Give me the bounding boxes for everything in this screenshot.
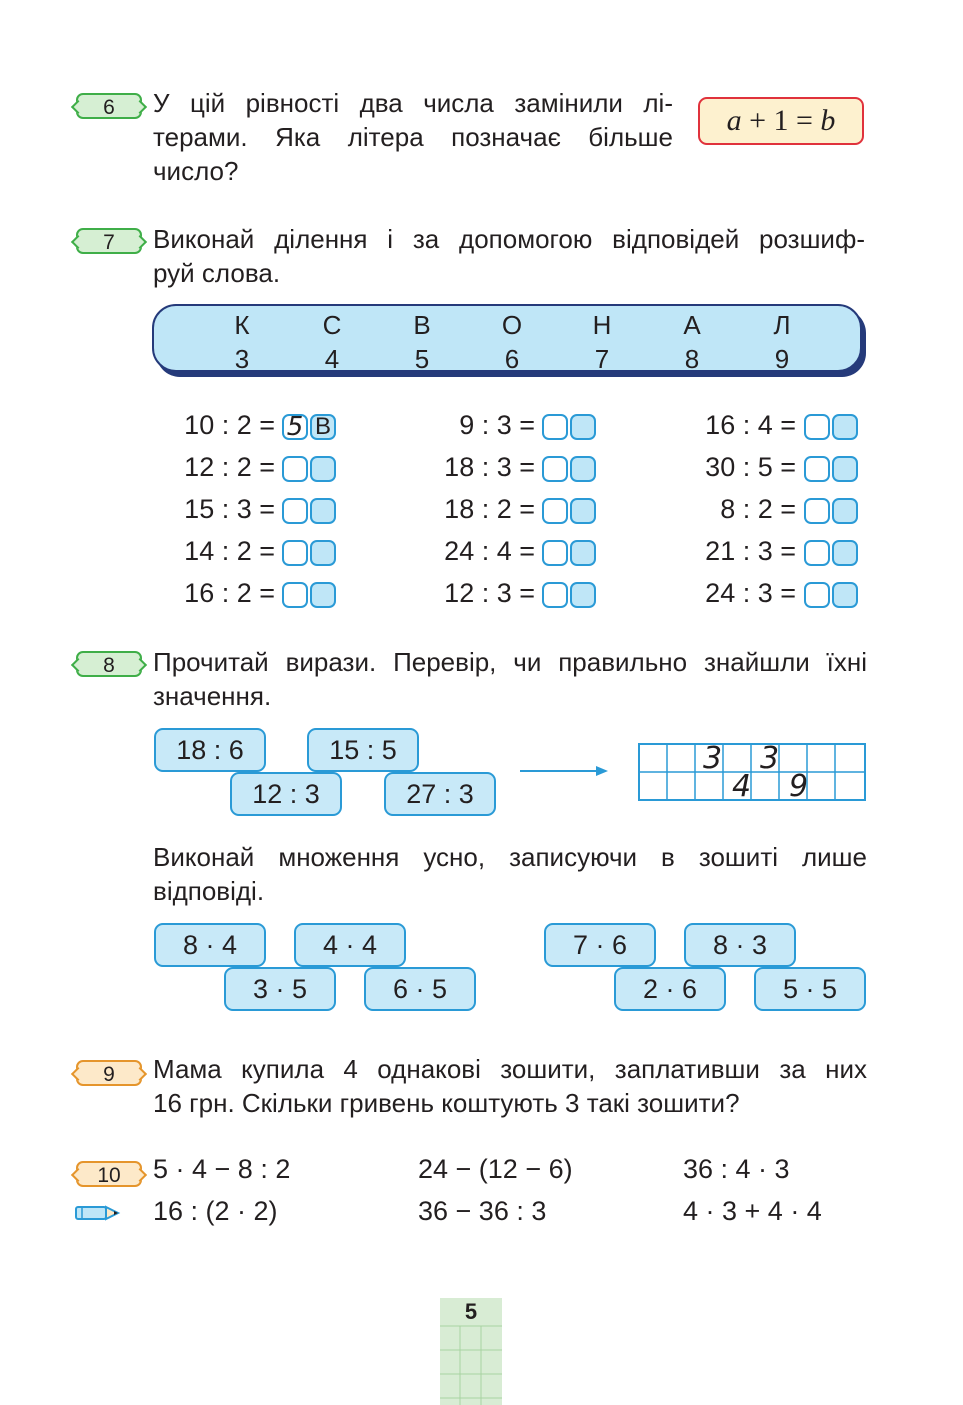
task-9-line-1: Мама купила 4 однакові зошити, заплативши за них — [153, 1054, 867, 1084]
grid-answer: 3 — [760, 741, 780, 776]
division-expression: 18 : 3 = — [444, 452, 535, 482]
multiplication-instruction — [153, 840, 867, 908]
division-expression: 8 : 2 = — [720, 494, 796, 524]
letter-code-table — [152, 304, 862, 372]
division-expression: 16 : 2 = — [184, 578, 275, 608]
multiplication-expression-card: 6 · 5 — [364, 967, 476, 1011]
multiplication-expression-card: 7 · 6 — [544, 923, 656, 967]
expression: 5 · 4 − 8 : 2 — [153, 1154, 291, 1184]
pencil-icon — [74, 1201, 122, 1225]
answer-letter-box[interactable] — [570, 456, 596, 482]
answer-digit-box[interactable] — [804, 540, 830, 566]
answer-digit-box[interactable] — [282, 456, 308, 482]
answer-digit-box[interactable] — [542, 540, 568, 566]
answer-digit-box[interactable] — [804, 414, 830, 440]
answer-digit-box[interactable] — [542, 414, 568, 440]
code-digit: 9 — [774, 344, 790, 374]
answer-letter-box[interactable] — [570, 540, 596, 566]
code-digit: 4 — [324, 344, 340, 374]
answer-digit-box[interactable] — [282, 498, 308, 524]
formula-var-a: a — [726, 104, 742, 137]
answer-letter-box[interactable] — [310, 582, 336, 608]
task-10-number: 10 — [76, 1161, 142, 1187]
answer-digit-box[interactable] — [282, 540, 308, 566]
answer-letter-box[interactable] — [832, 414, 858, 440]
code-digit: 8 — [684, 344, 700, 374]
code-letter: С — [322, 310, 342, 340]
formula-var-b: b — [820, 104, 836, 137]
task-7-line-1: Виконай ділення і за допомогою відповідей розшиф- — [153, 224, 865, 254]
multiplication-expression-card: 4 · 4 — [294, 923, 406, 967]
task-6-line-1: У цій рівності два числа замінили лі- — [153, 88, 673, 118]
answer-letter-box[interactable] — [310, 456, 336, 482]
answer-digit-box[interactable] — [804, 582, 830, 608]
multiplication-expression-card: 3 · 5 — [224, 967, 336, 1011]
code-letter: Л — [773, 310, 791, 340]
division-expression: 24 : 4 = — [444, 536, 535, 566]
grid-answer: 9 — [789, 769, 809, 804]
code-letter: К — [234, 310, 250, 340]
answer-digit-box[interactable] — [542, 582, 568, 608]
task-8-number: 8 — [76, 651, 142, 677]
answer-letter-box[interactable] — [832, 498, 858, 524]
task-6-line-3: число? — [153, 156, 239, 186]
division-expression: 15 : 3 = — [184, 494, 275, 524]
answer-digit-box[interactable] — [282, 582, 308, 608]
code-digit: 5 — [414, 344, 430, 374]
code-column — [492, 308, 532, 376]
division-expression: 24 : 3 = — [705, 578, 796, 608]
multiplication-expression-card: 5 · 5 — [754, 967, 866, 1011]
task-6-text — [153, 86, 673, 188]
multiplication-expression-card: 8 · 4 — [154, 923, 266, 967]
multiplication-line-1: Виконай множення усно, записуючи в зошиті лише — [153, 842, 867, 872]
expression: 36 : 4 · 3 — [683, 1154, 790, 1184]
division-expression: 21 : 3 = — [705, 536, 796, 566]
task-8-text — [153, 645, 867, 713]
division-expression: 14 : 2 = — [184, 536, 275, 566]
division-expression: 16 : 4 = — [705, 410, 796, 440]
expression: 4 · 3 + 4 · 4 — [683, 1196, 822, 1226]
task-9-text — [153, 1052, 867, 1120]
answer-letter-box[interactable] — [570, 414, 596, 440]
multiplication-expression-card: 8 · 3 — [684, 923, 796, 967]
code-digit: 6 — [504, 344, 520, 374]
answer-letter-box[interactable] — [832, 456, 858, 482]
code-letter: О — [501, 310, 523, 340]
task-9-line-2: 16 грн. Скільки гривень коштують 3 такі зошити? — [153, 1088, 740, 1118]
answer-digit-box[interactable] — [542, 498, 568, 524]
task-8-line-2: значення. — [153, 681, 272, 711]
task-6-formula — [698, 97, 864, 145]
code-letter: В — [413, 310, 431, 340]
arrow-icon — [518, 762, 610, 780]
division-expression: 18 : 2 = — [444, 494, 535, 524]
answer-digit-box[interactable] — [804, 456, 830, 482]
code-column — [402, 308, 442, 376]
page-number: 5 — [464, 1299, 478, 1324]
task-7-line-2: руй слова. — [153, 258, 281, 288]
answer-letter-box[interactable] — [570, 582, 596, 608]
task-6-line-2: терами. Яка літера позначає більше — [153, 122, 673, 152]
expression: 16 : (2 · 2) — [153, 1196, 278, 1226]
task-7-number: 7 — [76, 228, 142, 254]
division-expression-card: 27 : 3 — [384, 772, 496, 816]
multiplication-line-2: відповіді. — [153, 876, 265, 906]
expression: 36 − 36 : 3 — [418, 1196, 547, 1226]
division-expression-card: 12 : 3 — [230, 772, 342, 816]
grid-answer: 3 — [703, 741, 723, 776]
example-answer-digit: 5 — [286, 412, 304, 442]
answer-letter-box[interactable] — [832, 582, 858, 608]
answer-letter-box[interactable] — [570, 498, 596, 524]
division-expression: 9 : 3 = — [459, 410, 535, 440]
code-digit: 7 — [594, 344, 610, 374]
grid-answer: 4 — [732, 769, 752, 804]
code-column — [672, 308, 712, 376]
code-column — [762, 308, 802, 376]
code-column — [222, 308, 262, 376]
task-8-line-1: Прочитай вирази. Перевір, чи правильно знайшли їхні — [153, 647, 867, 677]
answer-digit-box[interactable] — [804, 498, 830, 524]
code-letter: Н — [592, 310, 612, 340]
division-expression: 12 : 2 = — [184, 452, 275, 482]
expression: 24 − (12 − 6) — [418, 1154, 573, 1184]
task-7-text — [153, 222, 865, 290]
task-6-number: 6 — [76, 93, 142, 119]
task-9-number: 9 — [76, 1060, 142, 1086]
multiplication-expression-card: 2 · 6 — [614, 967, 726, 1011]
answer-letter-box[interactable] — [310, 498, 336, 524]
code-column — [582, 308, 622, 376]
division-expression: 10 : 2 = — [184, 410, 275, 440]
answer-digit-box[interactable] — [542, 456, 568, 482]
notebook-grid — [638, 743, 866, 804]
code-column — [312, 308, 352, 376]
answer-letter-box[interactable] — [832, 540, 858, 566]
page-number-box — [440, 1298, 502, 1405]
division-expression: 30 : 5 = — [705, 452, 796, 482]
division-expression: 12 : 3 = — [444, 578, 535, 608]
code-digit: 3 — [234, 344, 250, 374]
division-expression-card: 15 : 5 — [307, 728, 419, 772]
code-letter: А — [683, 310, 701, 340]
example-answer-letter: В — [314, 413, 331, 440]
division-expression-card: 18 : 6 — [154, 728, 266, 772]
answer-letter-box[interactable] — [310, 540, 336, 566]
formula-middle: + 1 = — [749, 104, 813, 137]
